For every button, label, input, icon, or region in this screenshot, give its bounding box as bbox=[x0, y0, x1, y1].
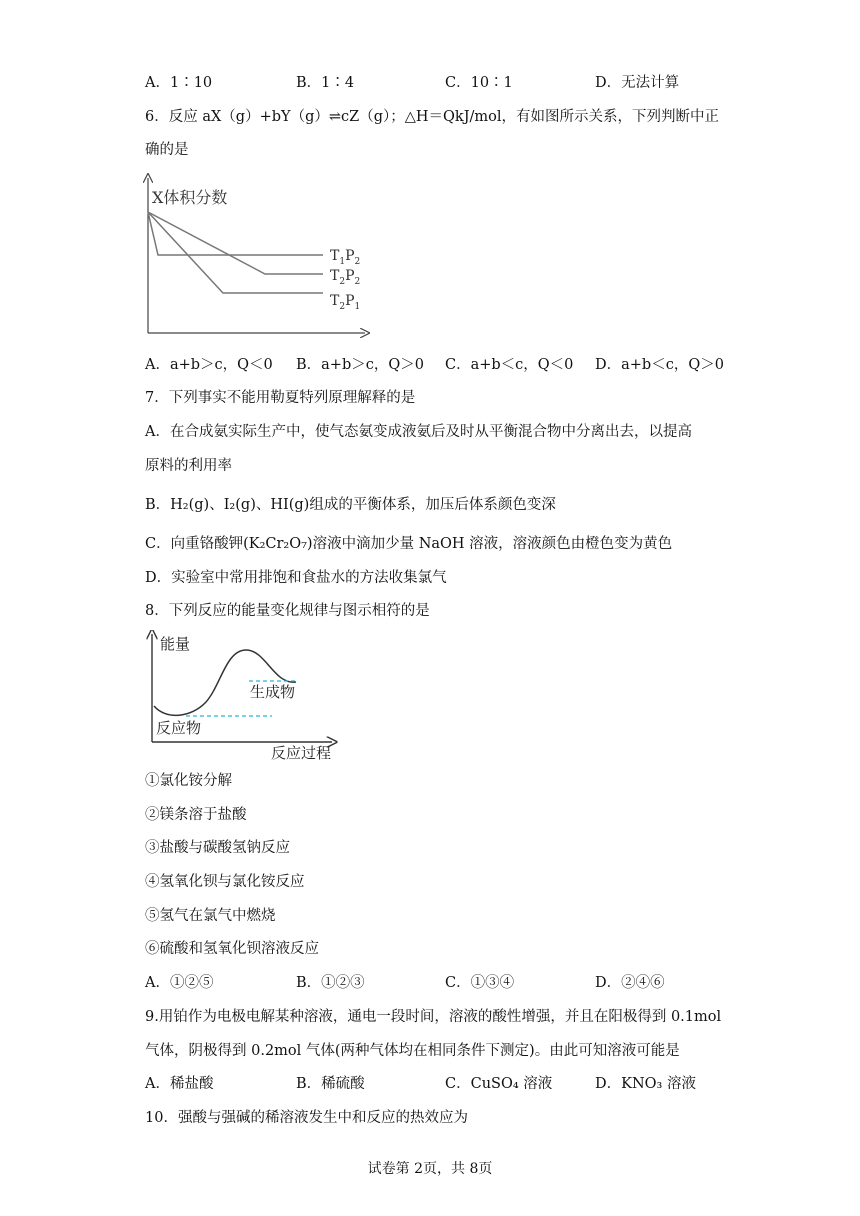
q10-stem: 10．强酸与强碱的稀溶液发生中和反应的热效应为 bbox=[145, 1110, 468, 1126]
q8-figure bbox=[146, 630, 346, 762]
q8-item-5: ⑤氢气在氯气中燃烧 bbox=[145, 908, 276, 924]
q8-item-3: ③盐酸与碳酸氢钠反应 bbox=[145, 840, 290, 856]
q6-option-c: C．a+b＜c，Q＜0 bbox=[445, 357, 574, 373]
q8-reactant-label: 反应物 bbox=[156, 719, 202, 737]
q6-curve-t1p2 bbox=[148, 212, 323, 255]
q6-ylabel: X体积分数 bbox=[152, 188, 228, 207]
q6-figure bbox=[140, 172, 375, 340]
q8-option-b: B．①②③ bbox=[296, 975, 365, 991]
q7-option-c: C．向重铬酸钾(K₂Cr₂O₇)溶液中滴加少量 NaOH 溶液，溶液颜色由橙色变为黄色 bbox=[145, 536, 673, 552]
q8-item-6: ⑥硫酸和氢氧化钡溶液反应 bbox=[145, 941, 319, 957]
q8-stem: 8．下列反应的能量变化规律与图示相符的是 bbox=[145, 603, 430, 619]
q9-stem-line2: 气体，阴极得到 0.2mol 气体(两种气体均在相同条件下测定)。由此可知溶液可能是 bbox=[145, 1043, 680, 1059]
q6-curve-t2p2 bbox=[148, 212, 323, 274]
q8-item-4: ④氢氧化钡与氯化铵反应 bbox=[145, 874, 305, 890]
q9-stem-line1: 9.用铂作为电极电解某种溶液，通电一段时间，溶液的酸性增强，并且在阳极得到 0.1mol bbox=[145, 1009, 722, 1025]
q6-label-t2p2: $T_2P_2$ bbox=[330, 268, 361, 287]
q9-option-b: B．稀硫酸 bbox=[296, 1076, 365, 1092]
q5-option-a: A．1∶10 bbox=[145, 75, 213, 91]
q6-option-a: A．a+b＞c，Q＜0 bbox=[145, 357, 273, 373]
q7-option-a-line1: A．在合成氨实际生产中，使气态氨变成液氨后及时从平衡混合物中分离出去，以提高 bbox=[145, 424, 692, 440]
q5-option-b: B．1∶4 bbox=[296, 75, 355, 91]
q8-product-label: 生成物 bbox=[250, 683, 296, 701]
q8-item-2: ②镁条溶于盐酸 bbox=[145, 807, 247, 823]
q7-option-d: D．实验室中常用排饱和食盐水的方法收集氯气 bbox=[145, 570, 447, 586]
q6-option-b: B．a+b＞c，Q＞0 bbox=[296, 357, 424, 373]
q9-option-a: A．稀盐酸 bbox=[145, 1076, 214, 1092]
q6-stem-line1: 6．反应 aX（g）+bY（g）⇌cZ（g）；△H＝QkJ/mol，有如图所示关系，下列判断中正 bbox=[145, 109, 720, 125]
q6-option-d: D．a+b＜c，Q＞0 bbox=[595, 357, 724, 373]
q8-option-c: C．①③④ bbox=[445, 975, 515, 991]
q9-option-d: D．KNO₃ 溶液 bbox=[595, 1076, 696, 1092]
q9-option-c: C．CuSO₄ 溶液 bbox=[445, 1076, 553, 1092]
q6-stem-line2: 确的是 bbox=[145, 142, 189, 158]
q8-option-a: A．①②⑤ bbox=[145, 975, 214, 991]
q8-option-d: D．②④⑥ bbox=[595, 975, 665, 991]
q8-item-1: ①氯化铵分解 bbox=[145, 773, 232, 789]
q6-label-t1p2: $T_1P_2$ bbox=[330, 248, 361, 267]
q6-curve-t2p1 bbox=[148, 212, 323, 293]
q7-stem: 7．下列事实不能用勒夏特列原理解释的是 bbox=[145, 390, 416, 406]
q5-option-d: D．无法计算 bbox=[595, 75, 680, 91]
q8-xlabel: 反应过程 bbox=[271, 744, 332, 762]
q6-label-t2p1: $T_2P_1$ bbox=[330, 293, 361, 312]
q7-option-a-line2: 原料的利用率 bbox=[145, 458, 232, 474]
page-footer: 试卷第 2页，共 8页 bbox=[367, 1161, 493, 1177]
q8-ylabel: 能量 bbox=[160, 635, 191, 653]
q5-option-c: C．10∶1 bbox=[445, 75, 513, 91]
q7-option-b: B．H₂(g)、I₂(g)、HI(g)组成的平衡体系，加压后体系颜色变深 bbox=[145, 497, 556, 513]
